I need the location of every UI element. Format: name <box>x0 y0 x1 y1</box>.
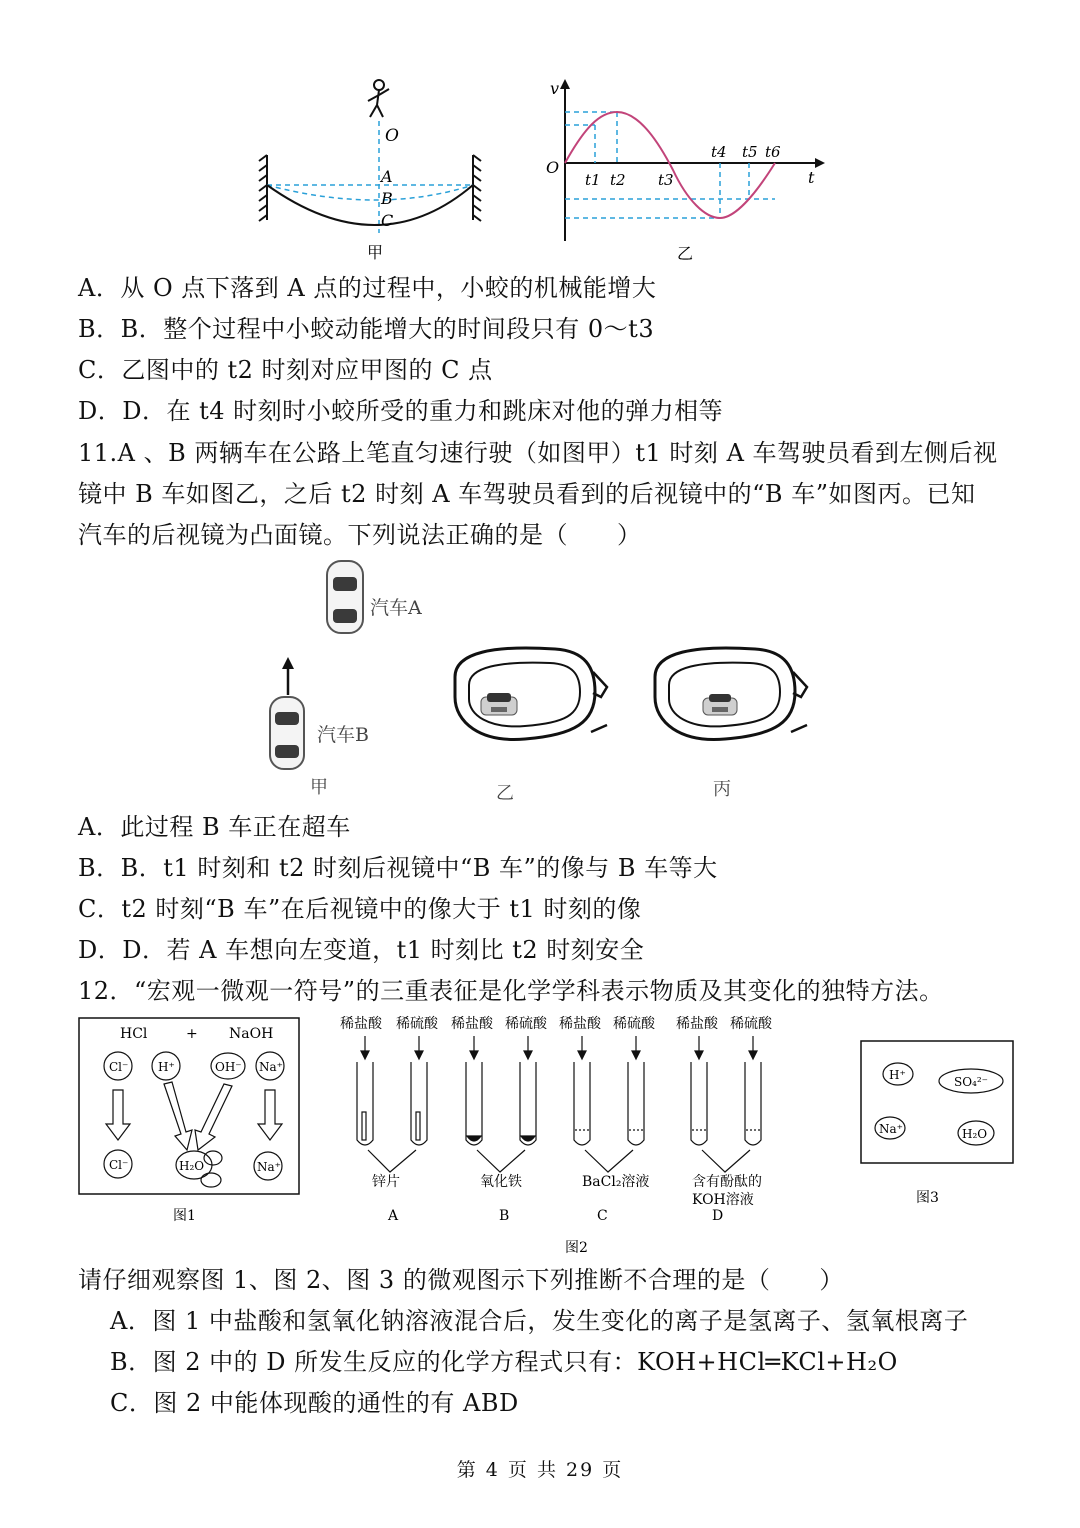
fig1-ion-cl: Cl⁻ <box>109 1060 129 1074</box>
t5-label: t5 <box>742 143 758 161</box>
figure-3 <box>861 1041 1013 1206</box>
reagent-2: 稀硫酸 <box>396 1016 438 1032</box>
point-b-label: B <box>381 189 393 208</box>
q10-option-d: D．D．在 t4 时刻时小蛟所受的重力和跳床对他的弹力相等 <box>78 397 724 425</box>
substance-a: 锌片 <box>372 1174 400 1190</box>
q11-stem-line-3: 汽车的后视镜为凸面镜。下列说法正确的是（ ） <box>78 521 642 549</box>
letter-d: D <box>712 1208 724 1224</box>
label-yi: 乙 <box>496 783 514 802</box>
fig1-ion-na-after: Na⁺ <box>257 1160 281 1174</box>
fig1-ion-na: Na⁺ <box>259 1060 283 1074</box>
left-wall <box>259 155 267 221</box>
fig3-ion-so4: SO₄²⁻ <box>954 1075 989 1089</box>
arrow-up-icon <box>282 657 294 695</box>
figure-2 <box>340 1015 773 1256</box>
tube-pair-a <box>357 1036 427 1172</box>
reagent-7: 稀盐酸 <box>676 1016 718 1032</box>
substance-b: 氧化铁 <box>480 1174 522 1190</box>
label-bing: 丙 <box>713 779 731 800</box>
car-b-icon <box>270 697 304 769</box>
fig1-caption: 图1 <box>173 1208 196 1224</box>
origin-label: O <box>546 158 560 177</box>
fig1-ion-h: H⁺ <box>158 1060 175 1074</box>
t1-label: t1 <box>585 171 601 189</box>
label-jia: 甲 <box>310 777 328 798</box>
point-c-label: C <box>381 211 394 230</box>
tube-pair-b <box>466 1036 536 1172</box>
q10-option-b: B．B．整个过程中小蛟动能增大的时间段只有 0～t3 <box>78 315 655 343</box>
fig3-caption: 图3 <box>916 1190 939 1206</box>
fig1-h2o: H₂O <box>179 1159 205 1173</box>
substance-c: BaCl₂溶液 <box>582 1174 650 1190</box>
letter-c: C <box>597 1208 608 1224</box>
q10-option-a: A．从 O 点下落到 A 点的过程中，小蛟的机械能增大 <box>78 274 657 302</box>
figure-jia <box>259 80 481 262</box>
q11-stem-line-1: 11.A 、B 两辆车在公路上笔直匀速行驶（如图甲）t1 时刻 A 车驾驶员看到左侧后视 <box>78 439 998 467</box>
page-footer: 第 4 页 共 29 页 <box>456 1459 624 1481</box>
t4-label: t4 <box>711 143 727 161</box>
fig1-ion-cl-after: Cl⁻ <box>109 1158 129 1172</box>
q11-option-c: C．t2 时刻“B 车”在后视镜中的像大于 t1 时刻的像 <box>78 895 642 923</box>
figure-1 <box>79 1018 299 1224</box>
mirror-yi-icon <box>455 648 607 740</box>
dashed-curve-b <box>267 185 473 200</box>
substance-d-line1: 含有酚酞的 <box>692 1174 762 1190</box>
axis-v-label: v <box>550 79 560 98</box>
fig3-ion-h: H⁺ <box>889 1068 906 1082</box>
reagent-1: 稀盐酸 <box>340 1016 382 1032</box>
t2-label: t2 <box>610 171 626 189</box>
q12-question: 请仔细观察图 1、图 2、图 3 的微观图示下列推断不合理的是（ ） <box>78 1266 844 1294</box>
q11-option-b: B．B．t1 时刻和 t2 时刻后视镜中“B 车”的像与 B 车等大 <box>78 854 718 882</box>
q11-option-a: A．此过程 B 车正在超车 <box>78 813 351 841</box>
fig3-h2o: H₂O <box>962 1127 988 1141</box>
fig1-plus: + <box>186 1026 198 1042</box>
figure-jia-label: 甲 <box>367 243 384 262</box>
reagent-8: 稀硫酸 <box>730 1016 772 1032</box>
figure-chemistry <box>78 1012 1015 1258</box>
reagent-5: 稀盐酸 <box>559 1016 601 1032</box>
point-o-label: O <box>385 126 399 146</box>
reagent-3: 稀盐酸 <box>451 1016 493 1032</box>
q12-option-a: A．图 1 中盐酸和氢氧化钠溶液混合后，发生变化的离子是氢离子、氢氧根离子 <box>110 1307 969 1335</box>
car-image-small <box>703 694 737 715</box>
stick-figure-icon <box>368 80 389 117</box>
letter-b: B <box>499 1208 510 1224</box>
axis-t-label: t <box>808 168 815 187</box>
velocity-curve <box>565 112 775 218</box>
car-a-icon <box>327 561 363 633</box>
q12-stem: 12．“宏观一微观一符号”的三重表征是化学学科表示物质及其变化的独特方法。 <box>78 977 944 1005</box>
tube-pair-c <box>574 1036 644 1172</box>
figure-yi <box>546 79 825 263</box>
car-b-label: 汽车B <box>317 724 369 746</box>
reagent-4: 稀硫酸 <box>505 1016 547 1032</box>
t3-label: t3 <box>658 171 674 189</box>
substance-d-line2: KOH溶液 <box>692 1192 754 1208</box>
q12-option-b: B．图 2 中的 D 所发生反应的化学方程式只有：KOH+HCl═KCl+H₂O <box>110 1348 898 1376</box>
mirror-bing-icon <box>655 648 807 740</box>
arrow-down-icon <box>106 1082 282 1150</box>
q12-option-c: C．图 2 中能体现酸的通性的有 ABD <box>110 1389 519 1417</box>
point-a-label: A <box>381 167 393 186</box>
trampoline-net <box>267 185 473 225</box>
fig2-caption: 图2 <box>565 1240 588 1256</box>
figure-yi-label: 乙 <box>677 244 694 263</box>
tube-pair-d <box>691 1036 761 1172</box>
fig1-naoh: NaOH <box>229 1026 274 1042</box>
fig1-hcl: HCl <box>120 1026 148 1042</box>
q11-stem-line-2: 镜中 B 车如图乙，之后 t2 时刻 A 车驾驶员看到的后视镜中的“B 车”如图丙。已知 <box>78 480 976 508</box>
letter-a: A <box>388 1208 399 1224</box>
car-a-label: 汽车A <box>370 597 422 619</box>
fig3-ion-na: Na⁺ <box>879 1122 903 1136</box>
q11-option-d: D．D．若 A 车想向左变道，t1 时刻比 t2 时刻安全 <box>78 936 645 964</box>
q10-option-c: C．乙图中的 t2 时刻对应甲图的 C 点 <box>78 356 493 384</box>
reagent-6: 稀硫酸 <box>613 1016 655 1032</box>
right-wall <box>473 155 481 221</box>
figure-cars-mirrors <box>255 557 825 802</box>
car-image-small <box>481 693 517 715</box>
figure-trampoline-velocity <box>255 75 825 265</box>
t6-label: t6 <box>765 143 781 161</box>
fig1-ion-oh: OH⁻ <box>215 1060 242 1074</box>
